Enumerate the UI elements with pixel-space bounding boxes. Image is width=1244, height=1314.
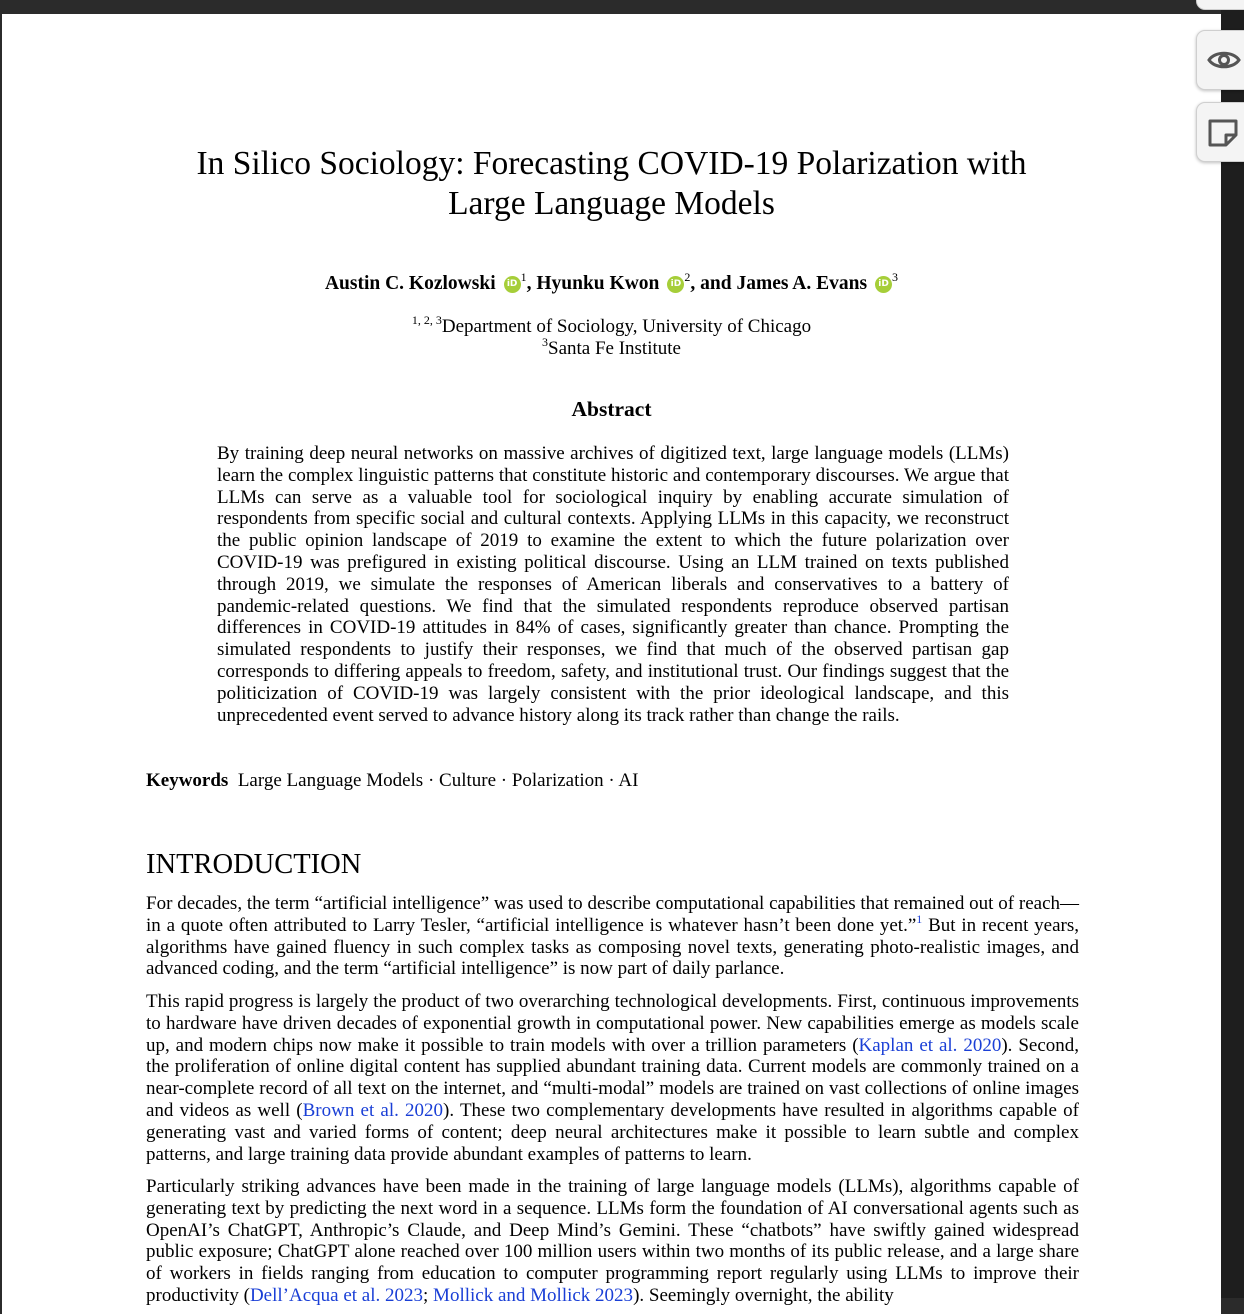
affiliation: $^3$Santa Fe Institute xyxy=(542,335,681,359)
right-sidebar xyxy=(1221,0,1244,1298)
abstract-heading: Abstract xyxy=(571,397,652,421)
author-name: James A. Evans xyxy=(736,273,868,294)
orcid-icon[interactable]: iD xyxy=(667,276,684,293)
note-button[interactable] xyxy=(1196,102,1244,162)
view-button[interactable] xyxy=(1196,30,1244,90)
eye-icon xyxy=(1207,46,1241,74)
orcid-icon[interactable]: iD xyxy=(504,276,521,293)
paragraph: For decades, the term “artificial intelligence” was used to describe computational capabilities that remained out of reach—in a quote often attributed to Larry Tesler, “artificial intelligence is whatever hasn’t been done yet.”$^1$ But in recent years, algorithms have gained fluency in such complex tasks as composing novel texts, generating photo-realistic images, and advanced coding, and the term “artificial intelligence” is now part of daily parlance. xyxy=(146,893,1079,980)
citation-link[interactable]: Kaplan et al. 2020 xyxy=(858,1034,1002,1056)
paragraph: Particularly striking advances have been made in the training of large language models (LLMs), algorithms capable of generating text by predicting the next word in a sequence. LLMs form the foundation of AI conversational agents such as OpenAI’s ChatGPT, Anthropic’s Claude, and Deep Mind’s Gemini. These “chatbots” have swiftly gained widespread public exposure; ChatGPT alone reached over 100 million users within two months of its public release, and a large share of workers in fields ranging from education to computer programming report regularly using LLMs to improve their productivity (Dell’Acqua et al. 2023; Mollick and Mollick 2023). Seemingly overnight, the ability xyxy=(146,1176,1079,1306)
author-name: Hyunku Kwon xyxy=(536,273,660,294)
affiliation: $^{1, 2, 3}$Department of Sociology, University of Chicago xyxy=(411,313,812,337)
section-heading: INTRODUCTION xyxy=(146,849,362,880)
abstract-text: By training deep neural networks on massive archives of digitized text, large language models (LLMs) learn the complex linguistic patterns that constitute historic and contemporary discourses. We argue that LLMs can serve as a valuable tool for sociological inquiry by enabling accurate simulation of respondents from specific social and cultural contexts. Applying LLMs in this capacity, we reconstruct the public opinion landscape of 2019 to examine the extent to which the future polarization over COVID-19 was prefigured in existing political discourse. Using an LLM trained on texts published through 2019, we simulate the responses of American liberals and conservatives to a battery of pandemic-related questions. We find that the simulated respondents reproduce observed partisan differences in COVID-19 attitudes in 84% of cases, significantly greater than chance. Prompting the simulated respondents to justify their responses, we find that much of the observed partisan gap corresponds to differing appeals to freedom, safety, and institutional trust. Our findings suggest that the politicization of COVID-19 was largely consistent with the prior ideological landscape, and this unprecedented event served to advance history along its track rather than change the rails. xyxy=(217,443,1009,726)
paragraph: This rapid progress is largely the product of two overarching technological developments. First, continuous improvements to hardware have driven decades of exponential growth in computational power. New capabilities emerge as models scale up, and modern chips now make it possible to train models with over a trillion parameters (Kaplan et al. 2020). Second, the proliferation of online digital content has supplied abundant training data. Current models are commonly trained on a near-complete record of all text on the internet, and “multi-modal” models are trained on vast collections of online images and videos as well (Brown et al. 2020). These two complementary developments have resulted in algorithms capable of generating vast and varied forms of content; deep neural architectures make it possible to learn subtle and complex patterns, and large training data provide abundant examples of patterns to learn. xyxy=(146,991,1080,1165)
citation-link[interactable]: Brown et al. 2020 xyxy=(302,1099,444,1121)
orcid-icon[interactable]: iD xyxy=(875,276,892,293)
sidebar-tab[interactable] xyxy=(1196,0,1244,10)
author-list: Austin C. Kozlowski iD $^1$, Hyunku Kwon iD $^2$, and James A. Evans iD $^3$ xyxy=(324,270,899,294)
sticky-note-icon xyxy=(1207,118,1241,148)
citation-link[interactable]: Dell’Acqua et al. 2023 xyxy=(249,1284,424,1306)
paper-title: In Silico Sociology: Forecasting COVID-19 Polarization with Large Language Models xyxy=(196,145,1027,222)
document-page xyxy=(2,14,1221,1314)
footnote-link[interactable]: 1 xyxy=(916,911,923,926)
author-name: Austin C. Kozlowski xyxy=(324,273,496,294)
keywords: Keywords Large Language Models · Culture · Polarization · AI xyxy=(146,770,639,791)
citation-link[interactable]: Mollick and Mollick 2023 xyxy=(433,1284,634,1306)
